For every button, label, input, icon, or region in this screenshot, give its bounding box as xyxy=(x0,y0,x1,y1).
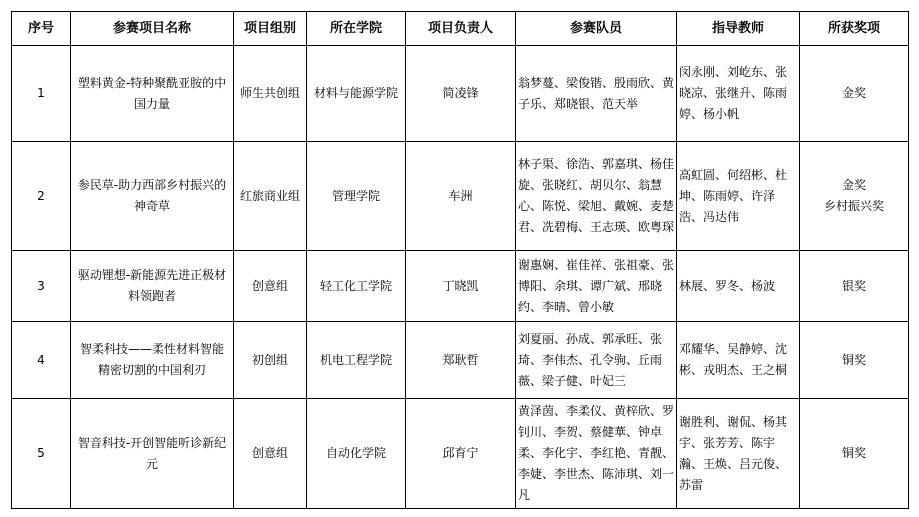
cell-project: 驱动锂想-新能源先进正极材料领跑者 xyxy=(71,251,234,322)
header-team: 参赛队员 xyxy=(516,12,677,46)
cell-college: 材料与能源学院 xyxy=(307,46,406,142)
cell-teachers: 高虹圆、何绍彬、杜坤、陈雨婷、许泽浩、冯达伟 xyxy=(677,142,800,251)
cell-teachers: 谢胜利、谢侃、杨其宇、张芳芳、陈宇瀚、王焕、吕元俊、苏雷 xyxy=(677,399,800,509)
header-row xyxy=(12,12,909,46)
cell-leader: 郑耿哲 xyxy=(406,322,516,399)
cell-college: 轻工化工学院 xyxy=(307,251,406,322)
header-index: 序号 xyxy=(12,12,71,46)
cell-awards xyxy=(800,251,909,322)
table-row xyxy=(12,251,909,322)
cell-group: 创意组 xyxy=(234,251,307,322)
table-row xyxy=(12,399,909,509)
cell-index: 1 xyxy=(12,46,71,142)
cell-teachers: 邓耀华、吴静婷、沈彬、戎明杰、王之桐 xyxy=(677,322,800,399)
cell-index: 3 xyxy=(12,251,71,322)
cell-awards xyxy=(800,399,909,509)
cell-project: 参民草-助力西部乡村振兴的神奇草 xyxy=(71,142,234,251)
header-group: 项目组别 xyxy=(234,12,307,46)
cell-college: 自动化学院 xyxy=(307,399,406,509)
cell-awards xyxy=(800,142,909,251)
header-college: 所在学院 xyxy=(307,12,406,46)
award-label: 铜奖 xyxy=(841,352,866,367)
award-label: 铜奖 xyxy=(841,446,866,460)
awards-table xyxy=(11,11,909,509)
cell-college: 管理学院 xyxy=(307,142,406,251)
cell-college: 机电工程学院 xyxy=(307,322,406,399)
cell-awards xyxy=(800,46,909,142)
cell-project: 智音科技-开创智能听诊新纪元 xyxy=(71,399,234,509)
header-project: 参赛项目名称 xyxy=(71,12,234,46)
header-awards: 所获奖项 xyxy=(800,12,909,46)
cell-leader: 邱育宁 xyxy=(406,399,516,509)
cell-group: 师生共创组 xyxy=(234,46,307,142)
cell-leader: 丁晓凯 xyxy=(406,251,516,322)
cell-project: 塑料黄金-特种聚酰亚胺的中国力量 xyxy=(71,46,234,142)
table-row xyxy=(12,46,909,142)
header-teachers: 指导教师 xyxy=(677,12,800,46)
cell-index: 5 xyxy=(12,399,71,509)
cell-group: 创意组 xyxy=(234,399,307,509)
cell-group: 初创组 xyxy=(234,322,307,399)
cell-group: 红旅商业组 xyxy=(234,142,307,251)
cell-team: 翁梦蔓、梁俊锴、殷雨欣、黄子乐、郑晓银、范天举 xyxy=(516,46,677,142)
cell-teachers: 林展、罗冬、杨波 xyxy=(677,251,800,322)
cell-teachers: 闵永刚、刘屹东、张晓凉、张继升、陈雨婷、杨小帆 xyxy=(677,46,800,142)
award-label: 金奖 xyxy=(841,86,866,100)
cell-team: 刘夏丽、孙成、郭承旺、张琦、李伟杰、孔令驹、丘雨薇、梁子健、叶妃三 xyxy=(516,322,677,399)
award-label: 银奖 xyxy=(841,278,866,293)
table-row xyxy=(12,322,909,399)
cell-awards xyxy=(800,322,909,399)
award-label: 金奖 xyxy=(841,178,866,192)
cell-team: 林子渠、徐浩、郭嘉琪、杨佳旋、张晓红、胡贝尔、翁慧心、陈悦、梁旭、戴婉、麦楚君、冼碧梅、王志瑛、欧粤琛 xyxy=(516,142,677,251)
cell-index: 4 xyxy=(12,322,71,399)
cell-index: 2 xyxy=(12,142,71,251)
cell-team: 黄泽茵、李柔仪、黄梓欣、罗钊川、李贺、蔡健華、钟卓柔、李化宇、李红艳、青靓、李婕、李世杰、陈沛琪、刘一凡 xyxy=(516,399,677,509)
cell-leader: 车洲 xyxy=(406,142,516,251)
cell-leader: 简凌锋 xyxy=(406,46,516,142)
cell-team: 谢惠娴、崔佳祥、张祖豪、张博阳、余琪、谭广斌、邢晓约、李晴、曾小敏 xyxy=(516,251,677,322)
award-label: 乡村振兴奖 xyxy=(823,199,884,213)
header-leader: 项目负责人 xyxy=(406,12,516,46)
cell-project: 智柔科技——柔性材料智能精密切割的中国利刃 xyxy=(71,322,234,399)
table-row xyxy=(12,142,909,251)
